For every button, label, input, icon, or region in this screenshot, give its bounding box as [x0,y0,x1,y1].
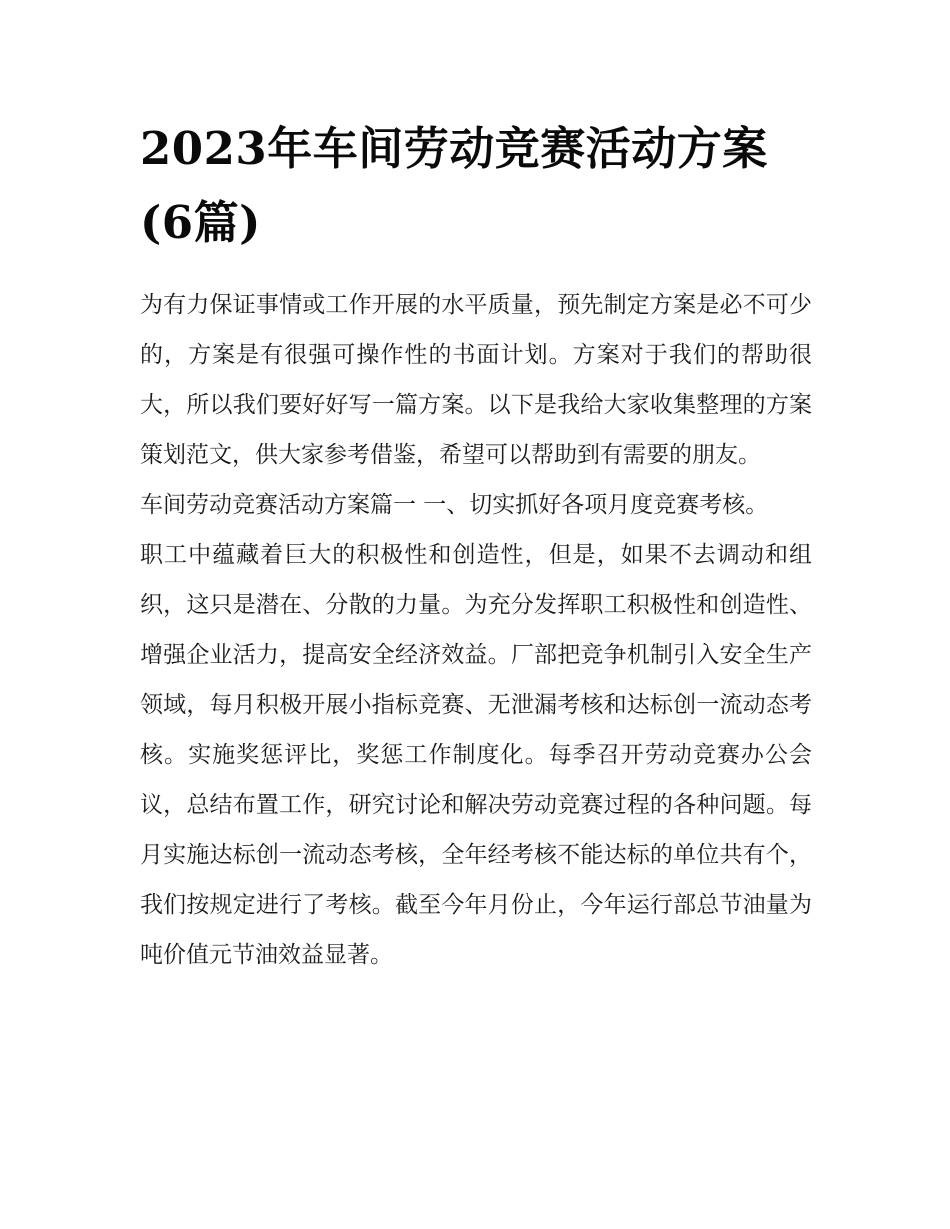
intro-paragraph: 为有力保证事情或工作开展的水平质量，预先制定方案是必不可少的，方案是有很强可操作性的书面计划。方案对于我们的帮助很大，所以我们要好好写一篇方案。以下是我给大家收集整理的方案策划范文，供大家参考借鉴，希望可以帮助到有需要的朋友。 [140,292,812,468]
body-paragraph: 职工中蕴藏着巨大的积极性和创造性，但是，如果不去调动和组织，这只是潜在、分散的力量。为充分发挥职工积极性和创造性、增强企业活力，提高安全经济效益。厂部把竞争机制引入安全生产领域，每月积极开展小指标竞赛、无泄漏考核和达标创一流动态考核。实施奖惩评比，奖惩工作制度化。每季召开劳动竞赛办公会议，总结布置工作，研究讨论和解决劳动竞赛过程的各种问题。每月实施达标创一流动态考核，全年经考核不能达标的单位共有个，我们按规定进行了考核。截至今年月份止，今年运行部总节油量为吨价值元节油效益显著。 [140,542,812,968]
document-title: 2023年车间劳动竞赛活动方案(6篇) [140,122,768,249]
section-heading: 车间劳动竞赛活动方案篇一 一、切实抓好各项月度竞赛考核。 [140,492,769,518]
document-content [140,112,812,980]
